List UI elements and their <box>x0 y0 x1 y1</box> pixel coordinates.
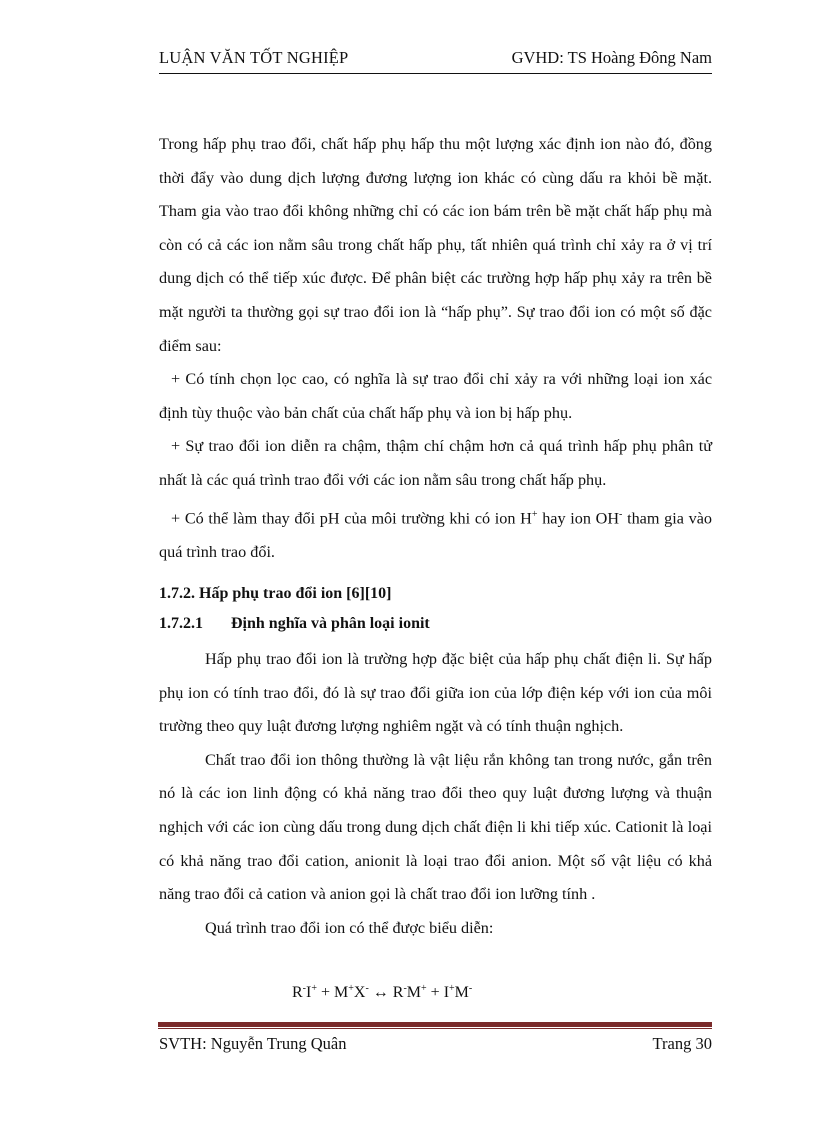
eq-part: I <box>306 984 312 1001</box>
footer-student: SVTH: Nguyễn Trung Quân <box>159 1034 347 1053</box>
header-thesis-title: LUẬN VĂN TỐT NGHIỆP <box>159 48 349 67</box>
eq-part: X <box>353 984 366 1001</box>
footer-page-number: Trang 30 <box>652 1034 712 1053</box>
bullet-3-text-b: hay ion OH <box>537 508 620 527</box>
eq-part: ↔ R <box>368 984 404 1001</box>
eq-sup: + <box>311 983 317 994</box>
definition-paragraph-2: Chất trao đổi ion thông thường là vật liệu rắn không tan trong nước, gắn trên nó là các ion linh động có khả năng trao đổi theo quy luật đương lượng và thuận nghịch với các ion cùng dấu trong dung dịch chất điện li khi tiếp xúc. Cationit là loại có khả năng trao đổi cation, anionit là loại trao đổi anion. Một số vật liệu có khả năng trao đổi cả cation và anion gọi là chất trao đổi ion lưỡng tính . <box>159 750 712 904</box>
definition-block <box>159 643 712 945</box>
bullet-item-1: + Có tính chọn lọc cao, có nghĩa là sự trao đổi chỉ xảy ra với những loại ion xác định tùy thuộc vào bản chất của chất hấp phụ và ion bị hấp phụ. <box>159 370 712 422</box>
eq-sup: - <box>302 983 307 994</box>
definition-paragraph-3: Quá trình trao đổi ion có thể được biểu diễn: <box>205 918 494 937</box>
intro-block <box>159 128 712 569</box>
footer-rule-thin <box>158 1028 712 1029</box>
bullet-3-sup-1: + <box>531 508 538 520</box>
header-rule <box>159 73 712 74</box>
eq-part: + I <box>426 984 450 1001</box>
header-advisor: GVHD: TS Hoàng Đông Nam <box>511 48 712 67</box>
subsection-title: Định nghĩa và phân loại ionit <box>231 615 430 632</box>
eq-part: M <box>406 984 422 1001</box>
page-footer <box>159 1034 712 1058</box>
footer-rule-thick <box>158 1022 712 1027</box>
bullet-3-sup-2: - <box>619 508 623 520</box>
eq-sup: + <box>421 983 427 994</box>
eq-sup: + <box>348 983 354 994</box>
eq-part: M <box>454 984 469 1001</box>
subsection-number: 1.7.2.1 <box>159 615 203 632</box>
eq-part: R <box>292 984 303 1001</box>
bullet-item-2: + Sự trao đổi ion diễn ra chậm, thậm chí chậm hơn cả quá trình hấp phụ phân tử nhất là các quá trình trao đổi với các ion nằm sâu trong chất hấp phụ. <box>159 437 712 489</box>
eq-sup: - <box>365 983 369 994</box>
subsection-heading <box>159 615 430 633</box>
section-heading: 1.7.2. Hấp phụ trao đổi ion [6][10] <box>159 585 392 602</box>
definition-paragraph-1: Hấp phụ trao đổi ion là trường hợp đặc biệt của hấp phụ chất điện li. Sự hấp phụ ion có tính trao đổi, đó là sự trao đổi giữa ion của lớp điện kép với ion của môi trường theo quy luật đương lượng nghiêm ngặt và có tính thuận nghịch. <box>159 650 712 736</box>
eq-sup: - <box>403 983 407 994</box>
bullet-3-text-a: + Có thể làm thay đổi pH của môi trường khi có ion H <box>171 508 532 527</box>
bullet-item-3 <box>159 498 712 570</box>
ion-exchange-equation <box>292 983 472 1002</box>
bullet-3-text-c: tham gia vào quá trình trao đổi. <box>159 508 712 561</box>
eq-part: + M <box>316 984 349 1001</box>
eq-sup: - <box>468 983 473 994</box>
page-header <box>159 48 712 74</box>
eq-sup: + <box>449 983 455 994</box>
intro-paragraph: Trong hấp phụ trao đổi, chất hấp phụ hấp thu một lượng xác định ion nào đó, đồng thời đẩy vào dung dịch lượng đương lượng ion khác có cùng dấu ra khỏi bề mặt. Tham gia vào trao đổi không những chỉ có các ion bám trên bề mặt chất hấp phụ mà còn có cả các ion nằm sâu trong chất hấp phụ, tất nhiên quá trình chỉ xảy ra ở vị trí dung dịch có thể tiếp xúc được. Để phân biệt các trường hợp hấp phụ xảy ra trên bề mặt người ta thường gọi sự trao đổi ion là “hấp phụ”. Sự trao đổi ion có một số đặc điểm sau: <box>159 135 712 355</box>
